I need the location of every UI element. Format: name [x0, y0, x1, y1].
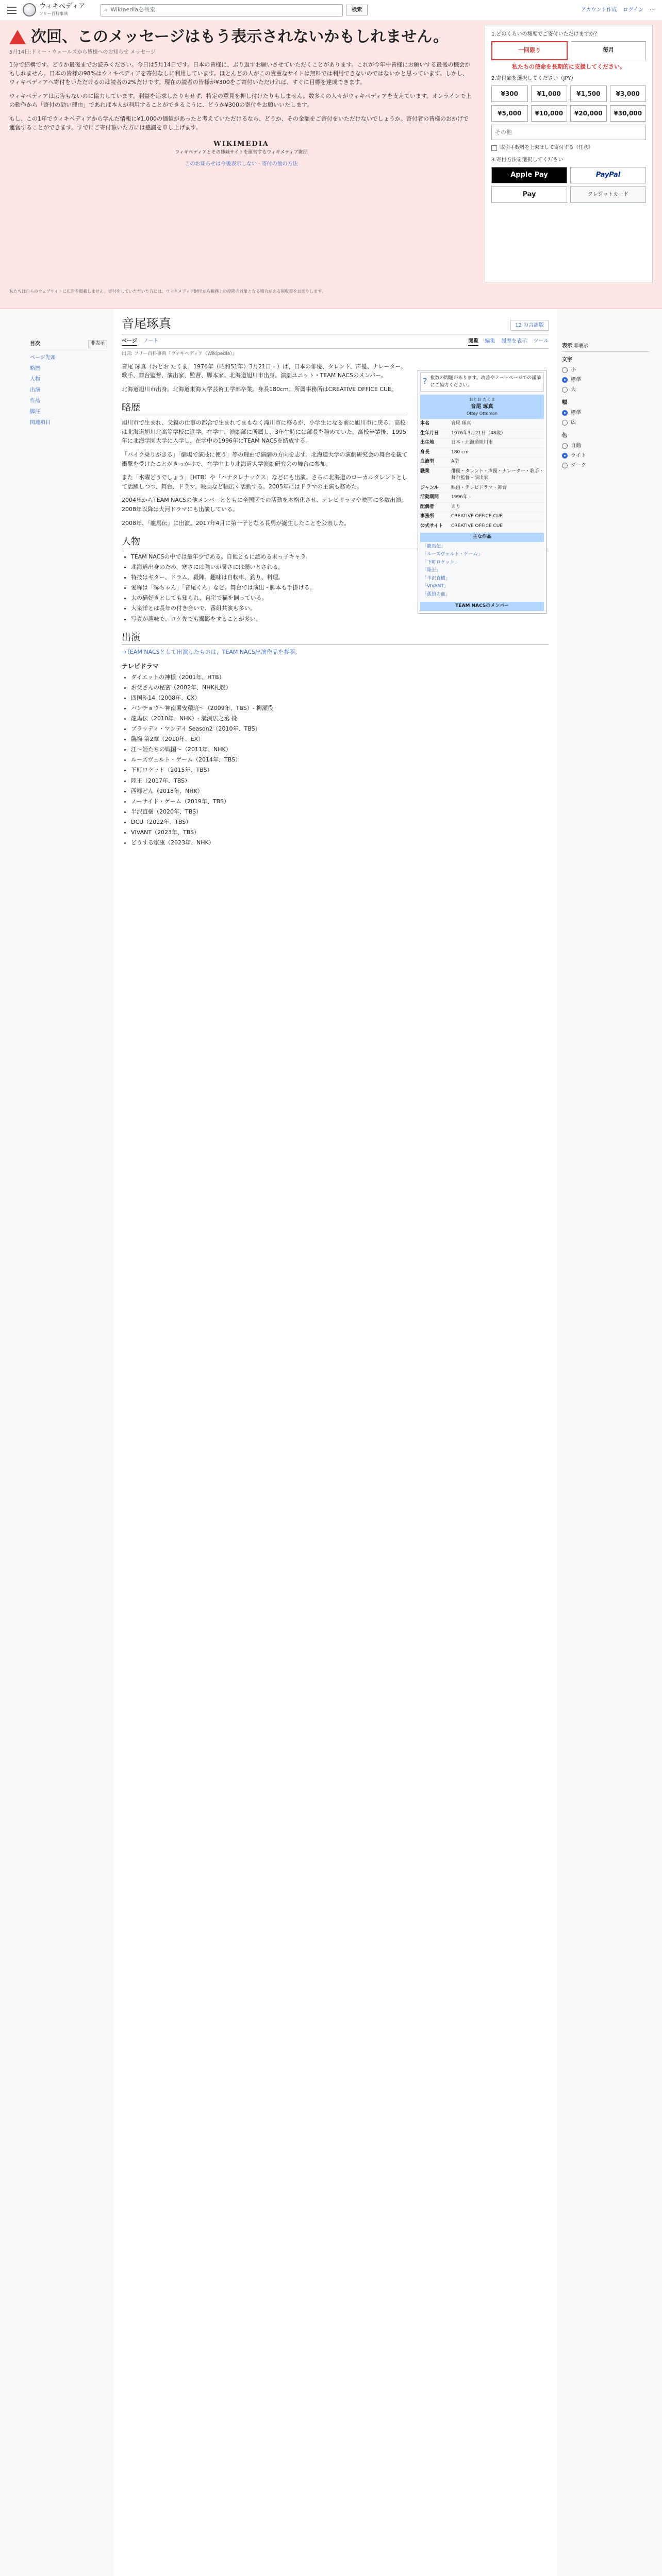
amount-question: 2.寄付額を選択してください（JPY） [491, 75, 576, 81]
question-icon: ? [423, 376, 427, 386]
notice-text: 複数の問題があります。改善やノートページでの議論にご協力ください。 [430, 376, 541, 388]
infobox-row [420, 457, 544, 467]
tv-item: • VIVANT（2023年、TBS） [131, 828, 544, 837]
toc-item[interactable]: 人物 [30, 376, 40, 382]
tv-item: • ダイエットの神様（2001年、HTB） [131, 673, 544, 682]
fee-label: 取引手数料を上乗せして寄付する（任意） [500, 145, 593, 151]
radio-width-wide[interactable] [562, 420, 568, 426]
radio-color-light[interactable] [562, 453, 568, 459]
article [113, 309, 557, 2576]
tv-item: • 龍馬伝（2010年、NHK）- 溝渕広之丞 役 [131, 714, 544, 723]
infobox-row [420, 419, 544, 429]
appearance-hide[interactable]: 非表示 [574, 344, 588, 349]
infobox-work[interactable]: 「孤狼の血」 [422, 591, 451, 597]
infobox-key: ジャンル [420, 485, 439, 490]
infobox-works [420, 542, 544, 600]
toc-hide-button[interactable]: 非表示 [88, 340, 107, 348]
wikimedia-name: WIKIMEDIA [213, 140, 269, 148]
list-item: • 北海道出身のため、寒さには強いが暑さには弱いとされる。 [131, 563, 544, 571]
paypal-button[interactable]: PayPal [570, 167, 646, 183]
tv-item: • 下町ロケット（2015年、TBS） [131, 766, 544, 774]
frequency-monthly-button[interactable]: 毎月 [571, 41, 646, 60]
tv-drama-list [122, 673, 544, 847]
color-label: 色 [562, 432, 567, 438]
frequency-once-button[interactable]: 一回限り [491, 41, 568, 60]
more-icon[interactable]: ⋯ [650, 7, 655, 13]
intro-paragraph: 音尾 琢真（おとお たくま、1976年（昭和51年）3月21日 - ）は、日本の俳優、タレント、声優、ナレーター。歌手、舞台監督、演出家、監督、脚本家。北海道旭川市出身。演劇ユニット・TEAM NACSのメンバー。 [122, 363, 407, 379]
infobox-value: A型 [451, 459, 459, 464]
career-paragraph: 「バイク乗りがきる」「劇場で演技に使う」等の理由で演劇の方向を志す。北海道大学の演劇研究会の舞台を観て衝撃を受けたことがきっかけで、在学中より北海道大学演劇研究会の舞台に参加。 [122, 451, 408, 467]
list-item: • 大の猫好きとしても知られ、自宅で猫を飼っている。 [131, 594, 544, 602]
page-title: 音尾琢真 [122, 316, 171, 331]
toc-item[interactable]: 出演 [30, 387, 40, 393]
toc-item[interactable]: 脚注 [30, 409, 40, 415]
intro-paragraph: 北海道旭川市出身。北海道東海大学芸術工学部卒業。身長180cm。所属事務所はCREATIVE OFFICE CUE。 [122, 385, 398, 393]
infobox-key: 職業 [420, 468, 430, 474]
amount-button[interactable]: ¥300 [491, 86, 528, 102]
tv-item: • ルーズヴェルト・ゲーム（2014年、TBS） [131, 755, 544, 764]
tab-read[interactable]: 閲覧 [468, 337, 478, 346]
infobox-value: 映画・テレビドラマ・舞台 [451, 485, 507, 490]
tab-history[interactable]: 履歴を表示 [501, 338, 527, 344]
hatnote[interactable]: →TEAM NACSとして出演したものは、TEAM NACS出演作品を参照。 [122, 648, 301, 655]
infobox-work[interactable]: 「VIVANT」 [422, 584, 449, 589]
donation-message: 私たちの使命を長期的に支援してください。 [512, 63, 625, 70]
table-of-contents [30, 340, 107, 428]
donation-form [485, 25, 653, 282]
infobox-key: 活動期間 [420, 495, 439, 500]
banner-paragraph: 1分で結構です。どうか最後までお読みください。今日は5月14日です。日本の皆様に、ぶり返すお願いさせていただくことがあります。これが今年中皆様にお願いする最後の機会かもしれません。日本の皆様の98%はウィキペディアを寄付なしに利用しています。ほとんどの人がこの貴重なサイトは無料では利用できないのではないかと思っています。しかし、ウィキペディアへ寄付をいただけるのは読者の2%だけです。現在の読者の皆様が¥300をご寄付いただければ、すぐに目標を達成できます。 [9, 61, 471, 86]
infobox-works-title: 主な作品 [420, 533, 544, 542]
site-name: ウィキペディア [39, 3, 86, 11]
infobox-row [420, 438, 544, 448]
infobox [418, 370, 547, 614]
radio-label: 標準 [571, 410, 581, 416]
infobox-value: 音尾 琢真 [451, 421, 471, 426]
header [0, 0, 662, 21]
frequency-question: 1.どのくらいの頻度でご寄付いただけますか？ [491, 31, 600, 37]
career-paragraph: 2008年、「龍馬伝」に出演。2017年4月に第一子となる長男が誕生したことを公表した。 [122, 519, 350, 527]
tv-item: • 陸王（2017年、TBS） [131, 776, 544, 785]
infobox-row [420, 493, 544, 502]
search-icon: ⌕ [104, 6, 108, 13]
wikimedia-logo [9, 139, 473, 156]
list-item: • 特技はギター、ドラム、殺陣。趣味は自転車、釣り、料理。 [131, 573, 544, 582]
tv-item: • どうする家康（2023年、NHK） [131, 838, 544, 847]
banner-links[interactable]: このお知らせは今後表示しない · 寄付の他の方法 [185, 161, 298, 167]
infobox-kana: おとお たくま [469, 397, 495, 402]
tv-item: • ノーサイド・ゲーム（2019年、TBS） [131, 797, 544, 806]
radio-label: 小 [571, 367, 576, 373]
amount-button[interactable]: ¥3,000 [610, 86, 647, 102]
infobox-value: あり [451, 504, 461, 510]
career-paragraph: 旭川市で生まれ、父親の仕事の都合で生まれてまもなく滝川市に移るが、小学生になる前に旭川市に戻る。高校は北海道旭川北高等学校に進学。在学中、演劇部に所属し、3年生時には部長を務めていた。高校卒業後、1995年に北海学園大学に入学し、在学中の1996年にTEAM NACSを結成する。 [122, 419, 406, 445]
tab-tools[interactable]: ツール [533, 338, 549, 344]
infobox-row [420, 502, 544, 512]
appearance-title: 表示 [562, 343, 572, 349]
page-body [0, 309, 662, 2576]
wikipedia-globe-icon [23, 3, 36, 16]
infobox-work[interactable]: 「下町ロケット」 [422, 560, 459, 565]
infobox-roman: Ottey Ottomon [467, 411, 498, 416]
section-heading-person: 人物 [122, 535, 549, 549]
infobox-value: CREATIVE OFFICE CUE [451, 523, 503, 529]
toc-item[interactable]: 関連項目 [30, 419, 51, 426]
tv-item: • 半沢直樹（2020年、TBS） [131, 807, 544, 816]
site-tagline: フリー百科事典 [39, 11, 68, 16]
radio-label: ダーク [571, 462, 586, 468]
infobox-row [420, 521, 544, 531]
infobox-value: 日本・北海道旭川市 [451, 440, 493, 445]
language-button[interactable]: 12 の言語版 [510, 320, 549, 331]
infobox-work[interactable]: 「ルーズヴェルト・ゲーム」 [422, 552, 483, 557]
radio-label: 広 [571, 419, 576, 426]
infobox-work[interactable]: 「半沢直樹」 [422, 575, 451, 581]
radio-width-standard[interactable] [562, 410, 568, 416]
list-item: • TEAM NACSの中では最年少である。自他ともに認める末っ子キャラ。 [131, 552, 544, 561]
infobox-key: 出生地 [420, 440, 435, 445]
toc-item[interactable]: 略歴 [30, 365, 40, 371]
warning-icon [9, 30, 26, 44]
radio-standard[interactable] [562, 377, 568, 383]
toc-item[interactable]: ページ先頭 [30, 354, 56, 361]
infobox-row [420, 483, 544, 493]
apple-pay-button[interactable]: Apple Pay [491, 167, 567, 183]
article-source: 出典: フリー百科事典『ウィキペディア（Wikipedia）』 [122, 351, 237, 357]
toc-item[interactable]: 作品 [30, 398, 40, 404]
infobox-work[interactable]: 「龍馬伝」 [422, 544, 446, 549]
list-item: • 写真が趣味で、ロケ先でも撮影をすることが多い。 [131, 615, 544, 623]
list-item: • 愛称は「琢ちゃん」「音尾くん」など。舞台では演出・脚本も手掛ける。 [131, 583, 544, 592]
infobox-value: 1976年3月21日（48歳） [451, 430, 506, 436]
tv-item: • ハンチョウ〜神南署安積班〜（2009年、TBS）- 柳瀬役 [131, 704, 544, 713]
infobox-row [420, 448, 544, 457]
banner-paragraph: ウィキペディアは広告もないのに協力しています。利益を追求したりもせず、特定の意見を押し付けたりもしません。数多くの人々がウィキペディアを支えています。オンラインで上の動作から「寄付の効い理由」であれば本人が利用することができるように、どうか¥300の寄付をお願いいたします。 [9, 93, 472, 109]
subsection-heading-tv: テレビドラマ [122, 663, 159, 670]
other-amount-input[interactable]: その他 [491, 125, 646, 141]
radio-color-dark[interactable] [562, 463, 568, 468]
search-button[interactable]: 検索 [346, 5, 368, 15]
infobox-key: 配偶者 [420, 504, 435, 510]
career-paragraph: また「水曜どうでしょう」（HTB）や「ハナタレナックス」などにも出演。さらに北海道のローカルタレントとして活躍しつつ、舞台、ドラマ、映画など幅広く活動する。2005年にはドラマの主演も務めた。 [122, 474, 408, 490]
infobox-value: 俳優・タレント・声優・ナレーター・歌手・舞台監督・演出家 [451, 468, 544, 481]
banner-paragraph: もし、この1年でウィキペディアから学んだ情報に¥1,000の価値があったと考えていただけるなら、どうか、その金額をご寄付をいただけないでしょうか。寄付者の皆様のおかげで運営することができます。すでにご寄付頂いた方には感謝を申し上げます。 [9, 115, 469, 131]
text-size-label: 文字 [562, 357, 572, 363]
infobox-work[interactable]: 「陸王」 [422, 568, 441, 573]
amount-button[interactable]: ¥10,000 [531, 105, 568, 122]
infobox-key: 生年月日 [420, 430, 439, 436]
banner-title: 次回、このメッセージはもう表示されないかもしれません。 [31, 28, 449, 46]
main-menu-button[interactable] [7, 7, 16, 14]
appearance-panel [562, 342, 650, 470]
wikimedia-sub: ウィキペディアとその姉妹サイトを運営するウィキメディア財団 [175, 149, 308, 155]
infobox-signature: TEAM NACSのメンバー [420, 602, 544, 611]
width-label: 幅 [562, 399, 567, 405]
radio-large[interactable] [562, 387, 568, 393]
infobox-key: 身長 [420, 449, 430, 455]
pay-question: 3.寄付方法を選択してください [491, 157, 564, 163]
list-item: • 大泉洋とは長年の付き合いで、番組共演も多い。 [131, 604, 544, 613]
career-paragraph: 2004年からTEAM NACSの他メンバーとともに全国区での活動を本格化させ、テレビドラマや映画に多数出演。2008年以降は大河ドラマにも出演している。 [122, 497, 407, 513]
amount-button[interactable]: ¥1,000 [531, 86, 568, 102]
section-heading-career: 略歴 [122, 401, 408, 415]
tab-edit[interactable]: 編集 [485, 338, 495, 344]
fee-checkbox[interactable] [491, 145, 497, 151]
search-input[interactable] [101, 4, 343, 16]
infobox-key: 公式サイト [420, 523, 443, 529]
tv-item: • DCU（2022年、TBS） [131, 818, 544, 826]
tv-item: • ブラッディ・マンデイ Season2（2010年、TBS） [131, 724, 544, 733]
tv-item: • お父さんの秘密（2002年、NHK札幌） [131, 683, 544, 692]
section-heading-appearances: 出演 [122, 631, 549, 645]
tv-item: • 西郷どん（2018年、NHK） [131, 787, 544, 795]
infobox-value: 180 cm [451, 449, 469, 455]
infobox-row [420, 429, 544, 438]
infobox-name: 音尾 琢真 [471, 404, 493, 410]
infobox-value: CREATIVE OFFICE CUE [451, 514, 503, 519]
infobox-key: 本名 [420, 421, 430, 426]
infobox-key: 事務所 [420, 514, 435, 519]
donation-banner [0, 21, 662, 309]
amount-button[interactable]: ¥20,000 [570, 105, 607, 122]
tv-item: • 四国R-14（2008年、CX） [131, 693, 544, 702]
banner-subtitle: 5月14日:ドミー・ウェールズから皆様へのお知らせ メッセージ [9, 49, 156, 55]
amount-button[interactable]: ¥1,500 [570, 86, 607, 102]
tab-talk[interactable]: ノート [143, 338, 159, 344]
card-button[interactable]: クレジットカード [570, 187, 646, 203]
tab-page[interactable]: ページ [122, 337, 137, 346]
radio-label: 自動 [571, 443, 581, 449]
gpay-button[interactable]: Pay [491, 187, 567, 203]
radio-small[interactable] [562, 367, 568, 373]
infobox-value: 1996年 - [451, 495, 471, 500]
radio-label: ライト [571, 452, 586, 459]
amount-button[interactable]: ¥5,000 [491, 105, 528, 122]
tv-item: • 臨場 第2章（2010年、EX） [131, 735, 544, 743]
toc-title: 目次 [30, 341, 40, 347]
infobox-row [420, 467, 544, 483]
radio-label: 大 [571, 386, 576, 393]
infobox-key: 血液型 [420, 459, 435, 464]
tv-item: • 江〜姫たちの戦国〜（2011年、NHK） [131, 745, 544, 754]
search-placeholder: Wikipediaを検索 [110, 6, 156, 13]
amount-button[interactable]: ¥30,000 [610, 105, 647, 122]
infobox-row [420, 512, 544, 521]
banner-note: 私たちは自らのウェブサイトに広告を掲載しません。寄付をしていただいた方には、ウィキメディア財団から税務上の控除の対象となる場合がある領収書をお送りします。 [9, 289, 326, 294]
radio-label: 標準 [571, 377, 581, 383]
site-logo[interactable] [23, 3, 85, 16]
login-link[interactable]: ログイン [623, 7, 643, 13]
create-account-link[interactable]: アカウント作成 [581, 7, 617, 13]
radio-color-auto[interactable] [562, 443, 568, 449]
infobox-title [420, 395, 544, 419]
maintenance-notice [420, 372, 544, 392]
